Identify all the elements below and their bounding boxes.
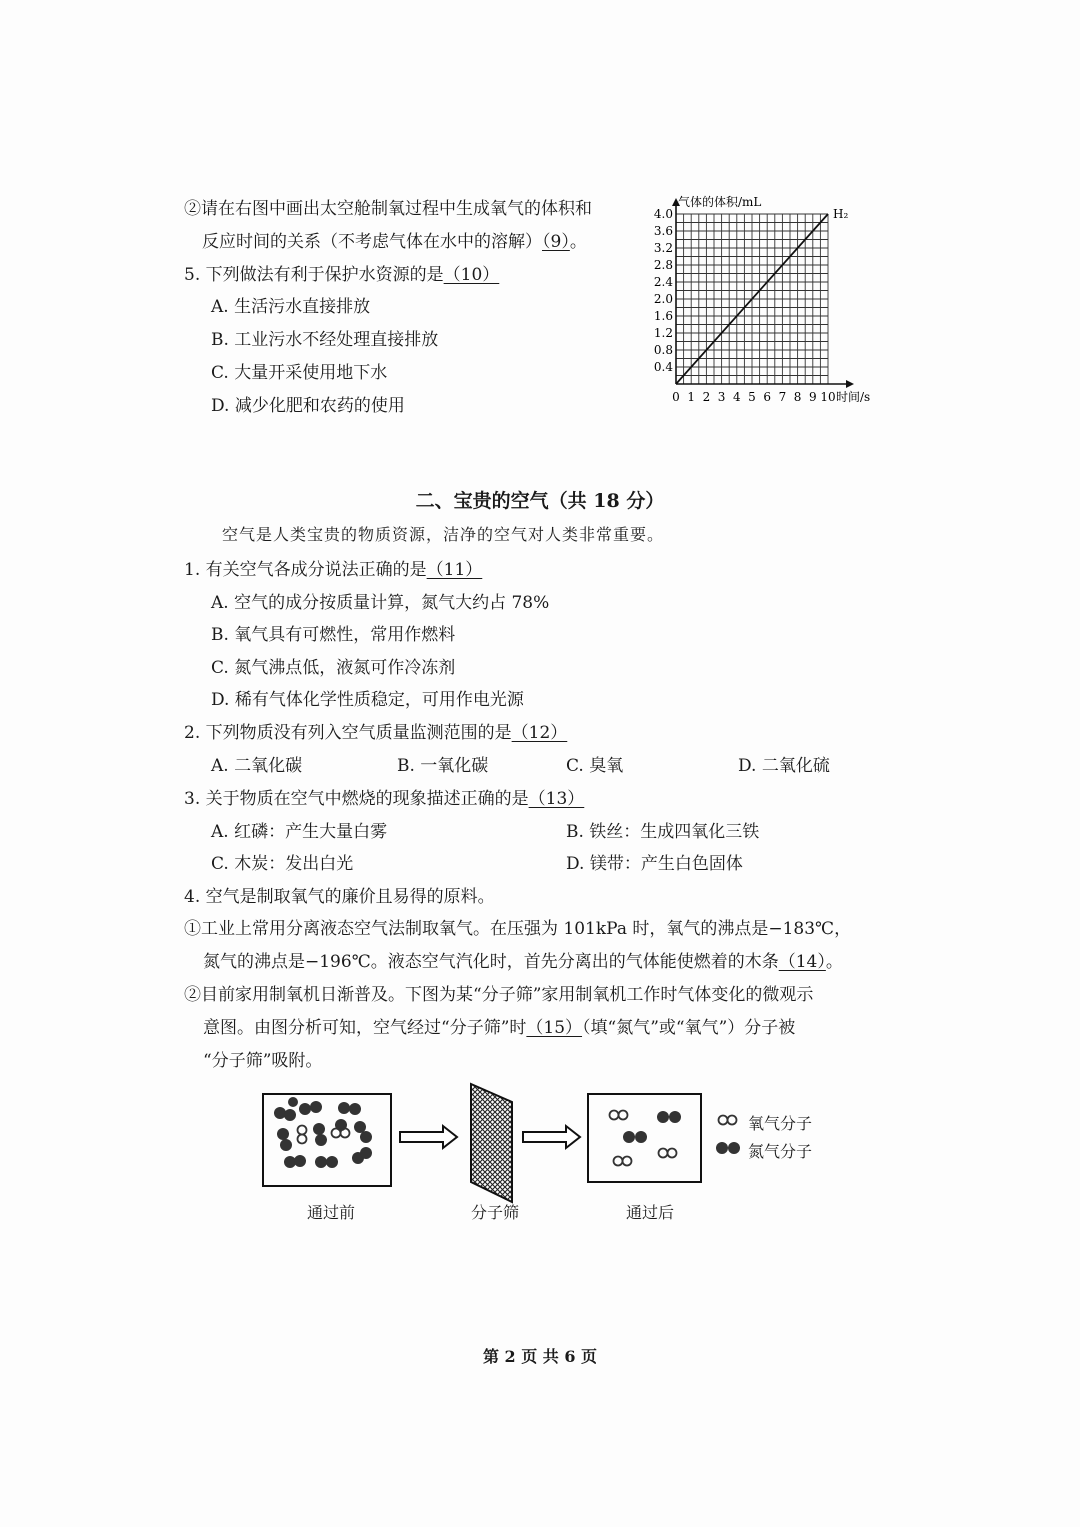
answer-blank-13[interactable]: （13） — [528, 789, 585, 809]
s2q3-option-d[interactable]: D. 镁带：产生白色固体 — [566, 854, 743, 874]
s2q2-stem — [184, 718, 567, 743]
s2q1-option-d[interactable]: D. 稀有气体化学性质稳定，可用作电光源 — [211, 690, 524, 710]
section-title: 二、宝贵的空气（共 18 分） — [415, 490, 665, 512]
s2q3-option-c[interactable]: C. 木炭：发出白光 — [211, 854, 354, 874]
y-tick-label: 2.8 — [653, 258, 673, 272]
s2q2-option-a[interactable]: A. 二氧化碳 — [211, 756, 303, 776]
y-tick-label: 3.2 — [653, 241, 673, 255]
y-tick-label: 2.0 — [653, 292, 673, 306]
answer-blank-12[interactable]: （12） — [511, 723, 568, 743]
x-tick-label: 6 — [763, 390, 772, 404]
y-tick-label: 1.6 — [653, 309, 673, 323]
y-tick-label: 4.0 — [653, 207, 673, 221]
s2q4-part2-text: 意图。由图分析可知，空气经过“分子筛”时 — [203, 1018, 527, 1038]
s2q1-option-a[interactable]: A. 空气的成分按质量计算，氮气大约占 78% — [211, 593, 550, 613]
x-tick-label: 0 — [672, 390, 680, 404]
x-tick-label: 1 — [687, 390, 696, 404]
x-tick-label: 8 — [793, 390, 802, 404]
x-tick-label: 3 — [717, 390, 726, 404]
s2q3-stem — [184, 784, 584, 809]
sieve-label: 分子筛 — [471, 1203, 520, 1222]
q5-option-d[interactable]: D. 减少化肥和农药的使用 — [211, 396, 405, 416]
x-tick-label: 10 — [820, 390, 836, 404]
chart-axes — [672, 198, 854, 388]
q5-stem — [184, 260, 499, 285]
s2q4-part1-line1: ①工业上常用分离液态空气法制取氧气。在压强为 101kPa 时，氧气的沸点是−183℃， — [184, 919, 852, 939]
s2q4-stem: 4. 空气是制取氧气的廉价且易得的原料。 — [184, 887, 495, 907]
s2q3-stem-text: 3. 关于物质在空气中燃烧的现象描述正确的是 — [184, 789, 529, 809]
legend-nitrogen-icon — [716, 1142, 740, 1154]
x-tick-label: 5 — [748, 390, 756, 404]
s2q4-part2-line2 — [203, 1013, 795, 1038]
q4-part2-line1: ②请在右图中画出太空舱制氧过程中生成氧气的体积和 — [184, 199, 592, 219]
s2q2-option-d[interactable]: D. 二氧化硫 — [738, 756, 830, 776]
s2q3-option-b[interactable]: B. 铁丝：生成四氧化三铁 — [566, 822, 760, 842]
s2q2-option-b[interactable]: B. 一氧化碳 — [397, 756, 489, 776]
before-label: 通过前 — [307, 1203, 356, 1222]
y-tick-label: 2.4 — [653, 275, 673, 289]
s2q4-part1-line2 — [203, 947, 843, 972]
y-tick-label: 0.4 — [653, 360, 673, 374]
answer-blank-14[interactable]: （14） — [778, 952, 826, 972]
y-tick-label: 0.8 — [653, 343, 673, 357]
s2q1-stem — [184, 555, 482, 580]
s2q3-option-a[interactable]: A. 红磷：产生大量白雾 — [211, 822, 388, 842]
series-label-0: H₂ — [833, 207, 849, 221]
legend-nitrogen-label: 氮气分子 — [748, 1142, 813, 1161]
q5-option-a[interactable]: A. 生活污水直接排放 — [211, 297, 371, 317]
q5-option-b[interactable]: B. 工业污水不经处理直接排放 — [211, 330, 439, 350]
y-tick-label: 3.6 — [653, 224, 673, 238]
q5-option-c[interactable]: C. 大量开采使用地下水 — [211, 363, 388, 383]
arrow-right-icon — [523, 1126, 580, 1148]
arrow-right-icon — [400, 1126, 457, 1148]
s2q1-stem-text: 1. 有关空气各成分说法正确的是 — [184, 560, 427, 580]
answer-blank-9[interactable]: （9） — [542, 232, 570, 252]
x-tick-label: 9 — [808, 390, 817, 404]
after-label: 通过后 — [626, 1203, 675, 1222]
s2q4-part2-text-b: （填“氮气”或“氧气”）分子被 — [582, 1018, 796, 1038]
x-tick-label: 4 — [732, 390, 741, 404]
x-tick-label: 2 — [702, 390, 711, 404]
answer-blank-10[interactable]: （10） — [443, 265, 500, 285]
after-nitrogen-molecules — [623, 1111, 681, 1143]
q4-part2-end: 。 — [569, 232, 587, 252]
answer-blank-11[interactable]: （11） — [426, 560, 483, 580]
x-axis-title: 时间/s — [836, 390, 871, 404]
x-tick-label: 7 — [778, 390, 787, 404]
before-molecules — [274, 1097, 372, 1168]
y-tick-label: 1.2 — [653, 326, 673, 340]
q5-stem-text: 5. 下列做法有利于保护水资源的是 — [184, 265, 444, 285]
s2q4-part2-line3: “分子筛”吸附。 — [203, 1051, 323, 1071]
s2q2-option-c[interactable]: C. 臭氧 — [566, 756, 624, 776]
gas-volume-chart[interactable] — [640, 188, 890, 418]
s2q1-option-b[interactable]: B. 氧气具有可燃性，常用作燃料 — [211, 625, 456, 645]
x-axis-arrow — [846, 380, 854, 388]
s2q1-option-c[interactable]: C. 氮气沸点低，液氮可作冷冻剂 — [211, 658, 456, 678]
page-footer: 第 2 页 共 6 页 — [482, 1347, 598, 1366]
y-axis-title: 气体的体积/mL — [678, 195, 762, 209]
answer-blank-15[interactable]: （15） — [526, 1018, 583, 1038]
legend-oxygen-icon — [719, 1116, 737, 1125]
sieve-mesh — [471, 1084, 512, 1202]
s2q2-stem-text: 2. 下列物质没有列入空气质量监测范围的是 — [184, 723, 512, 743]
s2q4-part1-text: 氮气的沸点是−196℃。液态空气汽化时，首先分离出的气体能使燃着的木条 — [203, 952, 779, 972]
q4-part2-line2 — [202, 227, 587, 252]
section-intro: 空气是人类宝贵的物质资源，洁净的空气对人类非常重要。 — [222, 525, 665, 544]
legend-oxygen-label: 氧气分子 — [748, 1114, 813, 1133]
s2q4-part1-end: 。 — [825, 952, 843, 972]
q4-part2-text: 反应时间的关系（不考虑气体在水中的溶解） — [202, 232, 542, 252]
s2q4-part2-line1: ②目前家用制氧机日渐普及。下图为某“分子筛”家用制氧机工作时气体变化的微观示 — [184, 985, 814, 1005]
